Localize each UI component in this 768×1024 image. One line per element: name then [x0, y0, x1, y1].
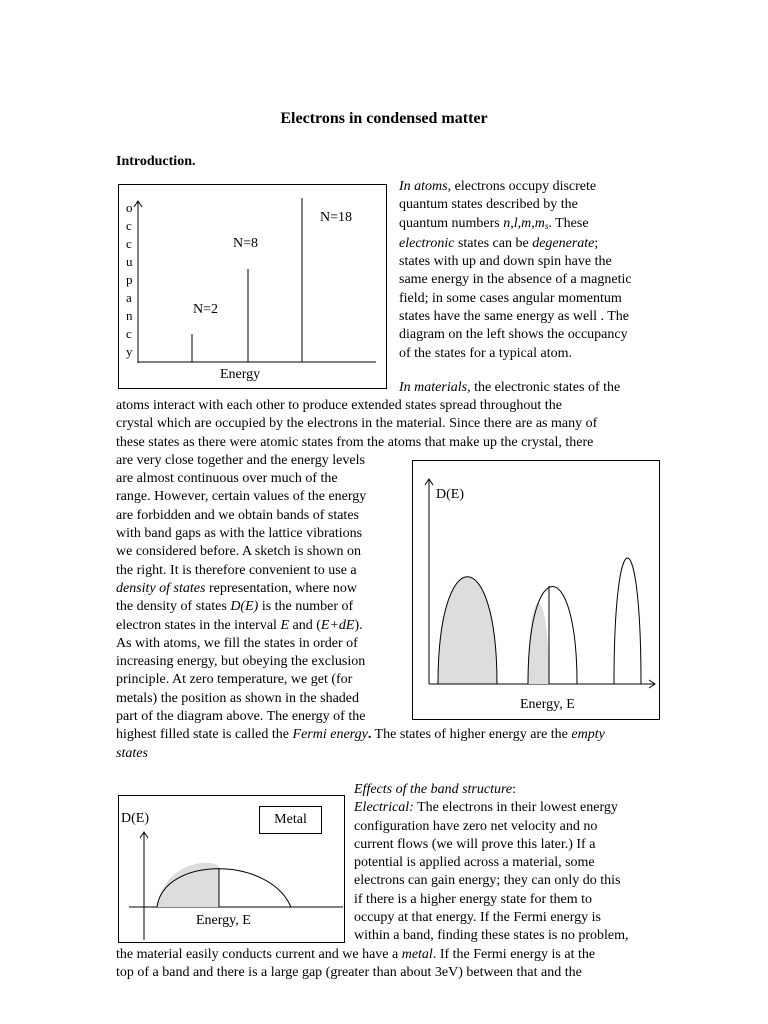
paragraph-band-structure: [354, 781, 629, 946]
y-label-letter: p: [126, 272, 133, 287]
text-line: field; in some cases angular momentum: [399, 290, 622, 306]
text-line: occupy at that energy. If the Fermi energy is: [354, 910, 601, 926]
text-line: As with atoms, we fill the states in order of: [116, 635, 358, 651]
text-line: configuration have zero net velocity and no: [354, 818, 598, 834]
text-line: density of states representation, where now: [116, 580, 358, 596]
text-line: states have the same energy as well . The: [399, 309, 630, 325]
text-line: are almost continuous over much of the: [116, 471, 338, 487]
page-title: Electrons in condensed matter: [280, 110, 488, 127]
text-line: are forbidden and we obtain bands of states: [116, 507, 359, 523]
text-line: In atoms, electrons occupy discrete: [399, 179, 597, 194]
text-line: Electrical: The electrons in their lowest energy: [354, 800, 618, 816]
text-line: highest filled state is called the Fermi energy. The states of higher energy are the empty: [116, 727, 605, 743]
figure-occupancy: [118, 184, 387, 389]
text-line: of the states for a typical atom.: [399, 345, 572, 361]
paragraph-materials: [116, 397, 605, 763]
text-line: part of the diagram above. The energy of the: [116, 709, 366, 725]
figure-metal: [118, 795, 345, 943]
text-line: states with up and down spin have the: [399, 254, 612, 270]
y-label-letter: c: [126, 326, 132, 341]
text-line: atoms interact with each other to produce extended states spread throughout the: [116, 398, 562, 413]
y-label-letter: u: [126, 254, 133, 269]
paragraph-atoms: [399, 178, 632, 363]
level-label-n18: N=18: [320, 210, 353, 225]
occupancy-chart: [119, 185, 386, 388]
level-label-n2: N=2: [193, 302, 219, 317]
x-axis-label: Energy: [220, 367, 261, 382]
y-label-letter: a: [126, 290, 132, 305]
legend-metal-label: Metal: [274, 812, 307, 827]
text-line: electron states in the interval E and (E+dE).: [116, 617, 363, 633]
y-label-letter: y: [126, 344, 133, 359]
text-line: within a band, finding these states is no problem,: [354, 928, 629, 944]
text-line: diagram on the left shows the occupancy: [399, 327, 628, 343]
y-label-letter: n: [126, 308, 133, 323]
text-line: quantum numbers n,l,m,ms. These: [399, 215, 589, 231]
text-line: top of a band and there is a large gap (greater than about 3eV) between that and the: [116, 965, 582, 981]
text-line: these states as there were atomic states from the atoms that make up the crystal, there: [116, 434, 594, 450]
x-axis-label: Energy, E: [196, 913, 251, 928]
text-line: current flows (we will prove this later.) If a: [354, 836, 596, 852]
text-line: the right. It is therefore convenient to use a: [116, 562, 357, 578]
text-line: crystal which are occupied by the electrons in the material. Since there are as many of: [116, 416, 598, 432]
text-line: electrons can gain energy; they can only do this: [354, 873, 621, 889]
y-axis-label: D(E): [121, 811, 149, 826]
paragraph-materials-first-line: In materials, the electronic states of the: [399, 380, 621, 395]
text-line: potential is applied across a material, some: [354, 855, 595, 871]
text-line: same energy in the absence of a magnetic: [399, 272, 632, 288]
y-axis-label: D(E): [436, 487, 464, 502]
paragraph-band-structure-continued: [116, 946, 595, 983]
text-line: metals) the position as shown in the shaded: [116, 690, 360, 706]
text-line: principle. At zero temperature, we get (for: [116, 672, 353, 688]
y-label-letter: o: [126, 200, 133, 215]
band-3-empty: [614, 558, 641, 684]
text-line: we considered before. A sketch is shown on: [116, 544, 361, 560]
text-line: electronic states can be degenerate;: [399, 235, 599, 251]
text-line: the density of states D(E) is the number of: [116, 599, 354, 615]
x-axis-label: Energy, E: [520, 697, 575, 712]
text-line: increasing energy, but obeying the exclusion: [116, 654, 366, 670]
y-label-letter: c: [126, 236, 132, 251]
y-label-letter: c: [126, 218, 132, 233]
section-heading-introduction: Introduction.: [116, 154, 196, 169]
legend-box: [259, 806, 322, 834]
text-line: states: [116, 745, 148, 761]
text-line: range. However, certain values of the energy: [116, 489, 367, 505]
text-line: quantum states described by the: [399, 197, 578, 213]
text-line: are very close together and the energy levels: [116, 452, 365, 468]
text-line: with band gaps as with the lattice vibrations: [116, 526, 363, 542]
text-line: the material easily conducts current and we have a metal. If the Fermi energy is at the: [116, 947, 596, 962]
text-line: if there is a higher energy state for them to: [354, 891, 593, 907]
subheading-band-structure: Effects of the band structure:: [354, 782, 517, 797]
level-label-n8: N=8: [233, 236, 259, 251]
